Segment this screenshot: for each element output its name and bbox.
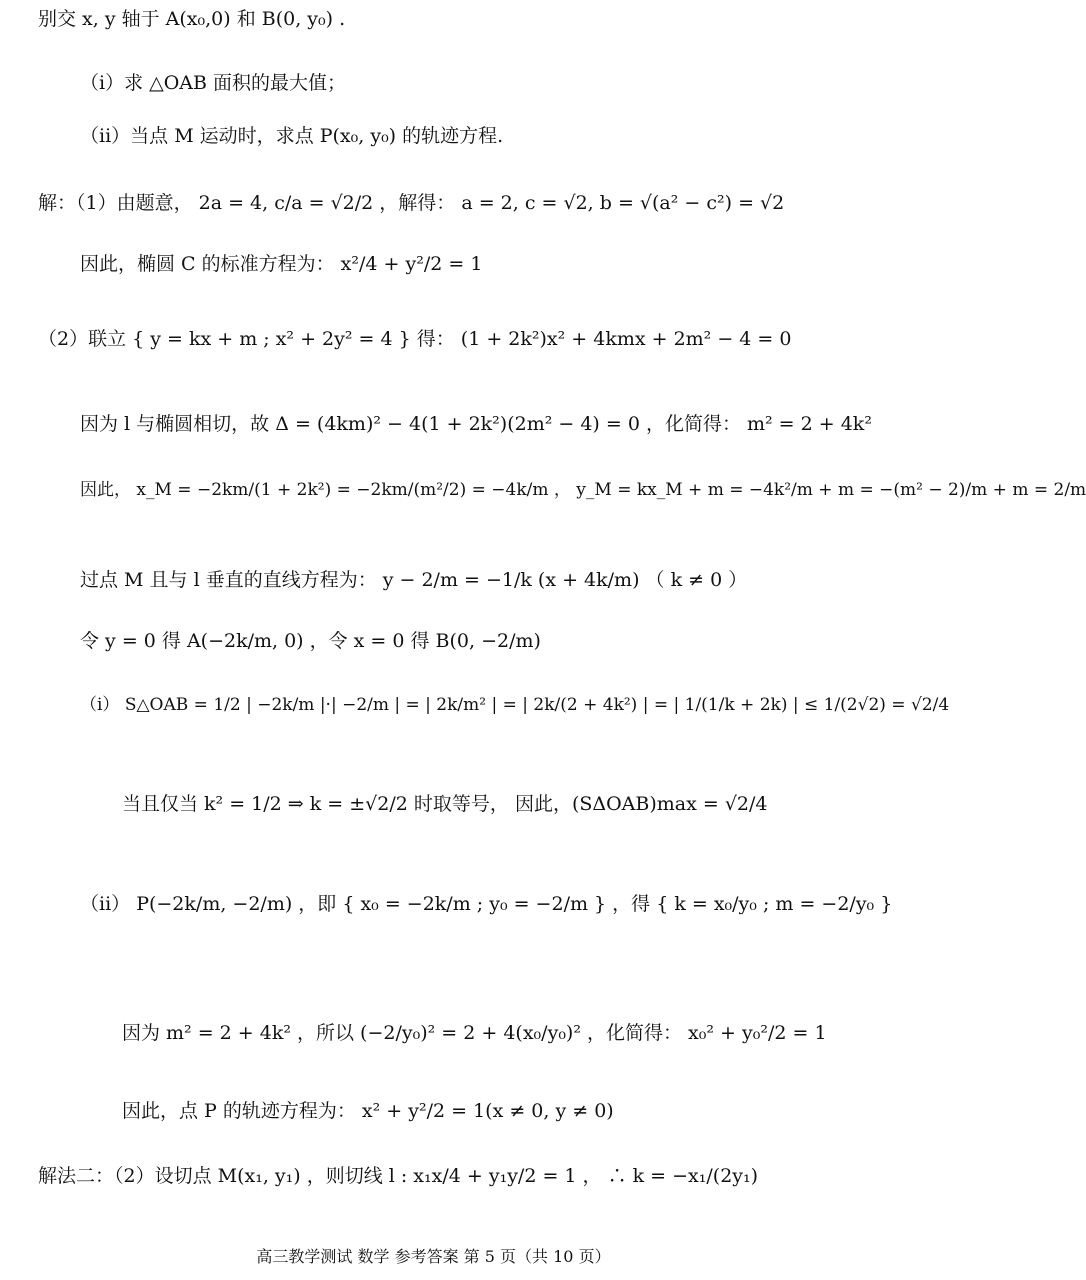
line-15: 因此，点 P 的轨迹方程为： x² + y²/2 = 1(x ≠ 0, y ≠ 0) — [122, 1100, 614, 1122]
line-7: 因为 l 与椭圆相切，故 Δ = (4km)² − 4(1 + 2k²)(2m² − 4) = 0 ，化简得： m² = 2 + 4k² — [80, 413, 872, 435]
line-2: （i）求 △OAB 面积的最大值； — [80, 72, 347, 94]
line-6: （2）联立 { y = kx + m ; x² + 2y² = 4 } 得： (1 + 2k²)x² + 4kmx + 2m² − 4 = 0 — [38, 328, 792, 350]
line-1: 别交 x, y 轴于 A(x₀,0) 和 B(0, y₀) . — [38, 8, 346, 30]
line-14: 因为 m² = 2 + 4k² ，所以 (−2/y₀)² = 2 + 4(x₀/y₀)² ，化简得： x₀² + y₀²/2 = 1 — [122, 1022, 827, 1044]
line-12: 当且仅当 k² = 1/2 ⇒ k = ±√2/2 时取等号， 因此，(SΔOAB)max = √2/4 — [122, 793, 768, 815]
line-16: 解法二：（2）设切点 M(x₁, y₁) ，则切线 l : x₁x/4 + y₁y/2 = 1 ， ∴ k = −x₁/(2y₁) — [38, 1165, 759, 1187]
line-10: 令 y = 0 得 A(−2k/m, 0) ，令 x = 0 得 B(0, −2/m) — [80, 630, 541, 652]
line-5: 因此，椭圆 C 的标准方程为： x²/4 + y²/2 = 1 — [80, 253, 483, 275]
line-4: 解：（1）由题意， 2a = 4, c/a = √2/2 ，解得： a = 2, c = √2, b = √(a² − c²) = √2 — [38, 192, 785, 214]
page-footer: 高三教学测试 数学 参考答案 第 5 页（共 10 页） — [256, 1247, 611, 1266]
line-3: （ii）当点 M 运动时，求点 P(x₀, y₀) 的轨迹方程. — [80, 125, 504, 147]
line-9: 过点 M 且与 l 垂直的直线方程为： y − 2/m = −1/k (x + 4k/m) （ k ≠ 0 ） — [80, 569, 748, 591]
line-8: 因此， x_M = −2km/(1 + 2k²) = −2km/(m²/2) = −4k/m ， y_M = kx_M + m = −4k²/m + m = −(m² − 2)/m + m = 2/m — [80, 480, 1086, 500]
line-13: （ii） P(−2k/m, −2/m) ，即 { x₀ = −2k/m ; y₀ = −2/m } ，得 { k = x₀/y₀ ; m = −2/y₀ } — [80, 893, 893, 915]
line-11: （i） S△OAB = 1/2 | −2k/m |·| −2/m | = | 2k/m² | = | 2k/(2 + 4k²) | = | 1/(1/k + 2k) | ≤ 1/(2√2) = √2/4 — [80, 695, 950, 715]
